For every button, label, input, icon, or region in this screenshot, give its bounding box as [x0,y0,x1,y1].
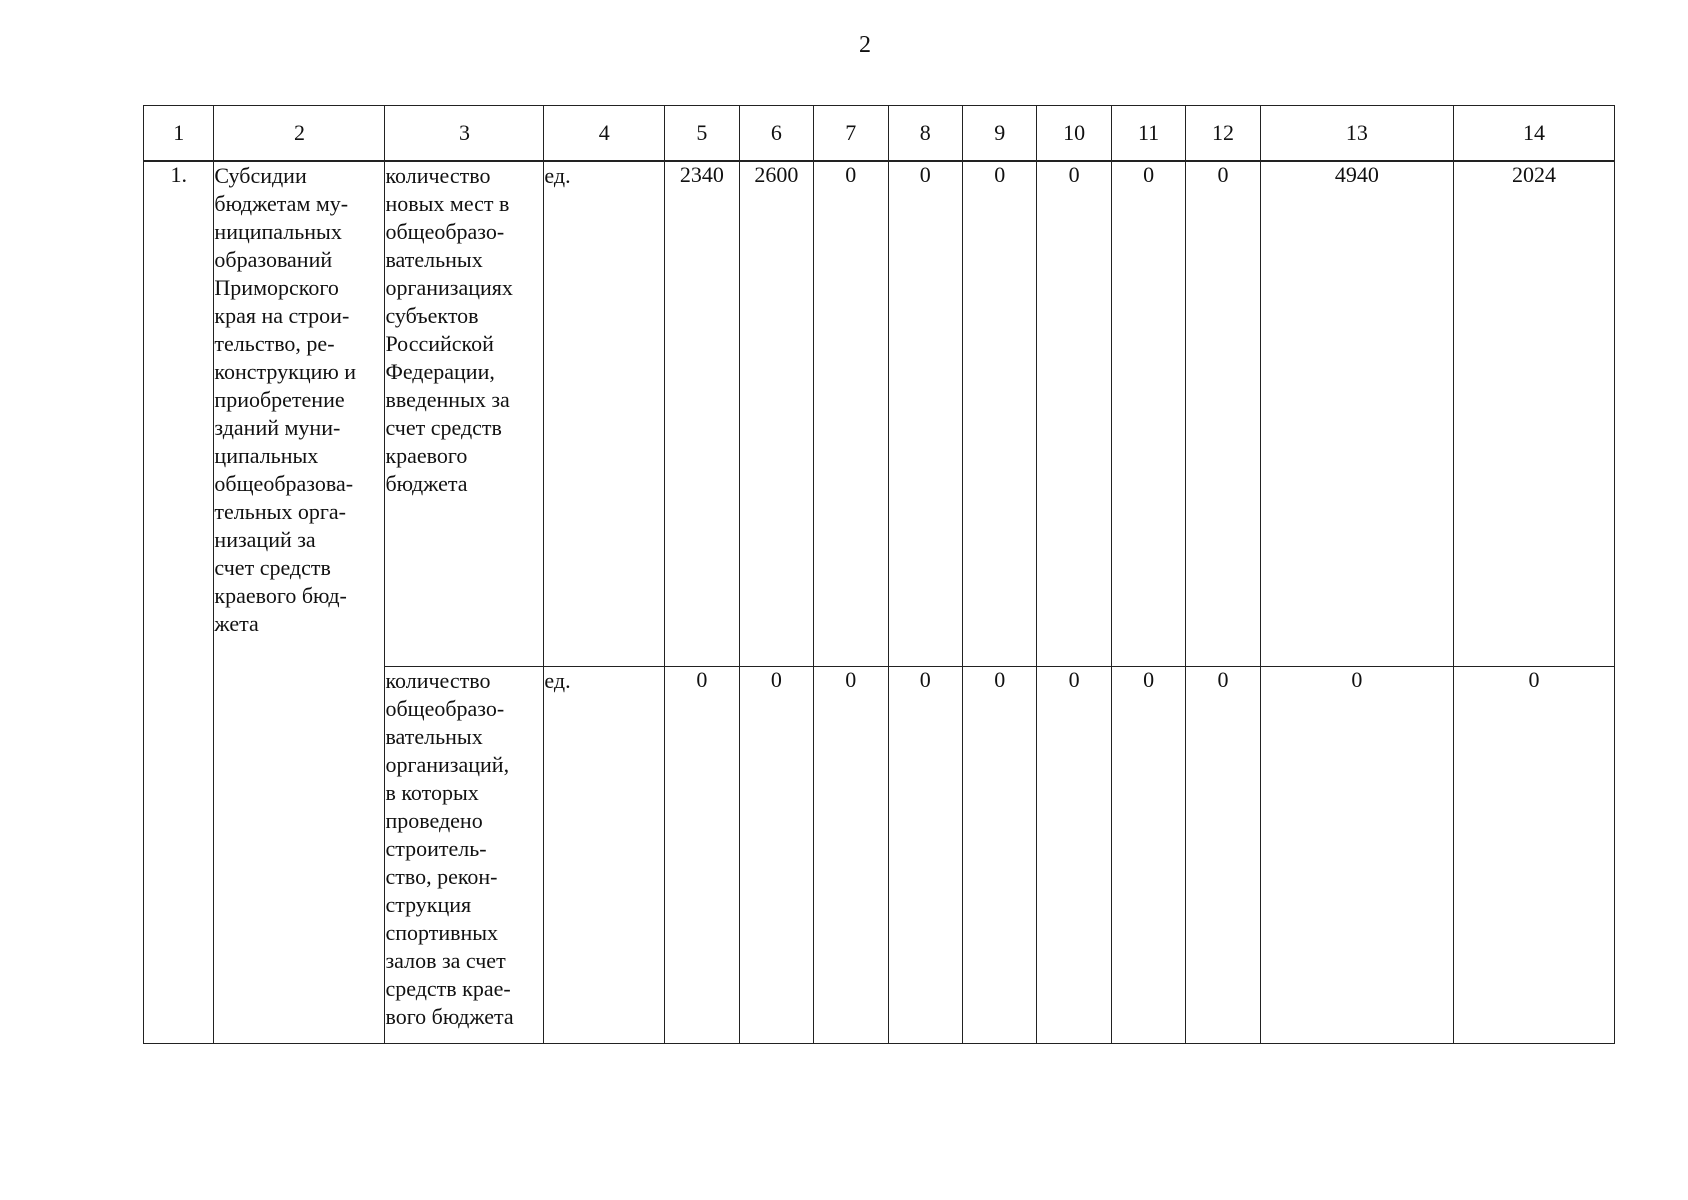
column-header: 3 [385,106,544,162]
indicator-unit: ед. [544,667,665,1044]
total-cell: 0 [1260,667,1453,1044]
event-description [214,161,385,1044]
page-number: 2 [859,32,871,58]
header-row [144,106,1615,162]
column-header: 6 [739,106,813,162]
value-cell: 0 [1186,667,1260,1044]
column-header: 2 [214,106,385,162]
column-header: 12 [1186,106,1260,162]
column-header: 8 [888,106,962,162]
value-cell: 0 [1111,667,1185,1044]
column-header: 1 [144,106,214,162]
table-row [144,161,1615,667]
column-header: 7 [814,106,888,162]
column-header: 5 [665,106,739,162]
column-header: 10 [1037,106,1111,162]
column-header: 4 [544,106,665,162]
indicator-name-text: количество новых мест в общеобразо- вательных организациях субъектов Российской Федерации, введенных за счет средств краевого бюджета [385,163,513,496]
value-cell: 0 [665,667,739,1044]
event-description-text: Субсидии бюджетам му- ниципальных образований Приморского края на строи- тельство, ре- конструкцию и приобретение зданий муни- ципальных общеобразова- тельных орга- низаций за счет средств краевого бюд- жета [214,163,357,636]
column-header: 13 [1260,106,1453,162]
column-header: 14 [1453,106,1614,162]
value-cell: 0 [1037,161,1111,667]
indicator-name [385,667,544,1044]
value-cell: 0 [888,161,962,667]
value-cell: 0 [888,667,962,1044]
indicator-unit: ед. [544,161,665,667]
year-cell: 2024 [1453,161,1614,667]
value-cell: 0 [814,667,888,1044]
column-header: 9 [962,106,1036,162]
indicator-name-text: количество общеобразо- вательных организаций, в которых проведено строитель- ство, рекон- струкция спортивных залов за счет средств крае- вого бюджета [385,668,514,1029]
column-header: 11 [1111,106,1185,162]
value-cell: 2600 [739,161,813,667]
value-cell: 0 [1186,161,1260,667]
value-cell: 0 [962,667,1036,1044]
value-cell: 0 [1037,667,1111,1044]
total-cell: 4940 [1260,161,1453,667]
row-index: 1. [144,161,214,1044]
value-cell: 0 [814,161,888,667]
value-cell: 0 [1111,161,1185,667]
indicator-name [385,161,544,667]
year-cell: 0 [1453,667,1614,1044]
value-cell: 0 [962,161,1036,667]
value-cell: 0 [739,667,813,1044]
indicators-table [143,105,1615,1044]
value-cell: 2340 [665,161,739,667]
